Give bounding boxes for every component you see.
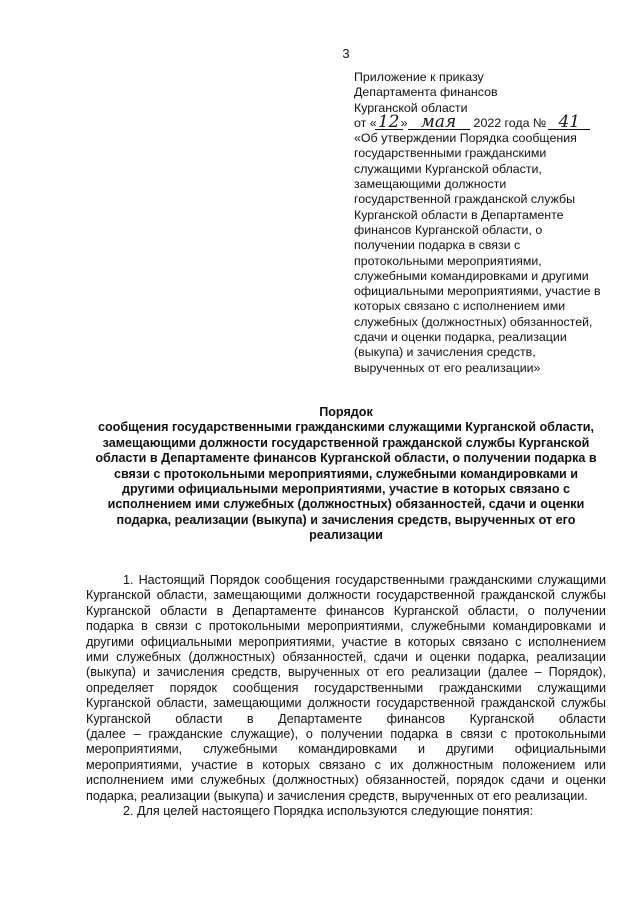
word: определяет [86,680,155,695]
decree-title-line: служебных (должностных) обязанностей, [354,314,593,329]
word: реализации [536,650,606,665]
word: получении [544,603,606,618]
decree-title-line: которых связано с исполнением ими [354,299,566,314]
word: и [418,742,426,757]
word: финансов [386,711,446,726]
paragraph-1-line [86,758,606,773]
word: Курганской [393,603,459,618]
page-number: 3 [342,46,350,61]
word: области, [156,588,208,603]
paragraph-1-line [86,727,606,742]
word: гражданскими [449,573,533,587]
word: положением [502,757,576,772]
paragraph-1-line [86,742,606,757]
paragraph-1-line: подарка, реализации (выкупа) и зачисления средств, вырученных от его реализации. [86,788,588,803]
word: Департаменте [278,711,363,726]
word: финансов [325,603,385,618]
word: сообщения [232,680,299,695]
word: области [175,711,223,726]
word: подарка [86,619,134,634]
word: Курганской [469,711,535,726]
word: оценки [429,650,471,665]
word: и [551,773,559,788]
title-line: другими официальными мероприятиями, участие в которых связано с [121,482,571,497]
title-line: замещающими должности государственной гражданской службы Курганской [102,435,590,450]
word: их [390,757,404,772]
word: Курганской [86,696,151,711]
document-title [86,405,606,544]
word: мероприятиями, [86,757,183,772]
word: государственными [335,573,445,587]
word: подарка [390,727,439,742]
word: которых [407,634,456,649]
word: связано [318,757,366,772]
appendix-line: Департамента финансов [354,85,498,100]
word: государственными [314,680,424,695]
word: ими [86,650,109,665]
word: (должностных) [272,773,359,788]
word: гражданские [148,727,223,742]
handwritten-day: 12 [377,111,400,132]
word: замещающими [213,588,302,603]
word: гражданской [480,696,556,711]
word: служебными [410,619,486,634]
word: гражданскими [438,680,522,695]
word: от [366,665,380,680]
word: исполнением [86,773,164,788]
word: его [386,665,405,680]
word: мероприятиями, [307,619,404,634]
word: вырученных [287,665,360,680]
word: области [160,603,208,618]
word: Курганской [86,588,151,603]
word: служебных [200,773,266,788]
word: и [142,665,150,680]
paragraph-1-line [86,696,606,711]
word: средств, [231,665,282,680]
word: должности [307,696,371,711]
word: с [515,634,522,649]
title-line: реализации [309,528,383,543]
word: служебных [116,650,182,665]
word: порядок [456,773,504,788]
word: Настоящий [138,573,205,587]
word: Порядок), [548,665,606,680]
word: и [598,619,606,634]
word: с [374,757,381,772]
word: замещающими [213,696,302,711]
word: в [445,727,453,742]
decree-title-line: вырученных от его реализации» [354,360,541,375]
word: официальными [140,634,232,649]
word: мероприятиями, [238,634,335,649]
body-text [86,573,606,820]
word: ими [170,773,194,788]
word: государственной [376,696,475,711]
word: участие [341,634,388,649]
word: служебными [203,742,278,757]
word: в [246,757,254,772]
word: в [141,619,148,634]
paragraph-1-line [86,604,606,619]
word: (далее [86,727,126,742]
word: области [558,711,606,726]
decree-title-line: государственными гражданскими [354,146,547,161]
decree-title-line: служащими Курганской области, [354,161,542,176]
decree-title-line: протокольными мероприятиями, [354,253,542,268]
title-line: связи с протокольными мероприятиями, служебными командировками и [113,466,579,481]
word: оценки [565,773,606,788]
appendix-line: Курганской области [354,100,468,115]
word: или [584,757,606,772]
decree-title-line: «Об утверждении Порядка сообщения [354,131,577,146]
word: связи [460,727,493,742]
paragraph-1-line [86,619,606,634]
appendix-date-line [354,111,606,132]
word: в [246,711,254,726]
date-mid: » [400,115,408,130]
decree-title-line: служебными командировками и другими [354,268,589,283]
word: связано [461,634,509,649]
word: участие [191,757,238,772]
appendix-block [354,70,606,376]
paragraph-1-line [86,573,606,588]
word: 1. [123,573,134,587]
paragraph-1-line [86,773,606,788]
word: в [216,603,224,618]
title-line: исполнением ими служебных (должностных) обязанностей, сдачи и оценки [107,497,585,512]
decree-title-line: (выкупа) и зачисления средств, [354,345,536,360]
date-prefix: от « [354,115,377,130]
paragraph-1-line [86,665,606,680]
paragraph-2: 2. Для целей настоящего Порядка используются следующие понятия: [123,804,534,819]
word: связи [155,619,188,634]
paragraph-1-line [86,588,606,603]
word: сдачи [510,773,545,788]
decree-title-line: официальными мероприятиями, участие в [354,284,601,299]
word: обязанностей, [282,650,367,665]
date-year: 2022 года № [473,115,547,130]
decree-title-line: Курганской области в Департаменте [354,207,564,222]
word: гражданской [480,588,556,603]
word: мероприятиями, [86,742,183,757]
decree-title-line: сдачи и оценки подарка, реализации [354,330,567,345]
word: Курганской [86,603,151,618]
decree-title-line: получении подарка в связи с [354,238,521,253]
word: другими [86,634,134,649]
paragraph-1-line [86,635,606,650]
word: Курганской [86,711,151,726]
word: командировками [298,742,398,757]
title-line: сообщения государственными гражданскими служащими Курганской области, [97,420,595,435]
word: другими [445,742,494,757]
word: которых [262,757,310,772]
word: официальными [514,742,606,757]
word: командировками [492,619,592,634]
word: и [415,650,423,665]
word: о [527,603,535,618]
paragraph-1-line [86,650,606,665]
word: порядок [169,680,218,695]
word: (должностных) [188,650,276,665]
word: государственной [376,588,475,603]
word: зачисления [156,665,225,680]
word: области, [467,603,519,618]
word: протокольными [514,727,606,742]
word: – [534,665,542,680]
word: (далее [487,665,528,680]
word: сдачи [373,650,408,665]
handwritten-month: мая [410,116,468,128]
word: подарка, [477,650,529,665]
decree-title-line: финансов Курганской области, о [354,222,543,237]
word: области, [156,696,208,711]
word: в [394,634,402,649]
title-line: подарка, реализации (выкупа) и зачисления средств, вырученных от его [116,512,576,527]
title-line: области в Департаменте финансов Курганской области, о получении подарка в [95,451,597,466]
word: с [195,619,202,634]
word: служащими [537,680,606,695]
word: служащие), [230,727,299,742]
word: реализации [411,665,481,680]
word: исполнением [528,634,606,649]
word: о [305,727,313,742]
word: служащими [537,573,606,587]
word: Департаменте [232,603,317,618]
appendix-line: Приложение к приказу [354,70,484,84]
word: обязанностей, [365,773,450,788]
paragraph-1-line [86,712,606,727]
decree-title-line: государственной гражданской службы [354,192,576,207]
word: протокольными [208,619,300,634]
word: (выкупа) [86,665,136,680]
word: – [133,727,141,742]
word: получении [320,727,383,742]
paragraph-1-line [86,681,606,696]
title-heading: Порядок [319,405,373,419]
word: с [500,727,507,742]
word: службы [561,696,606,711]
word: должностным [412,757,494,772]
word: Порядок [209,573,260,587]
decree-title-line: замещающими должности [354,177,507,192]
word: сообщения [264,573,331,587]
handwritten-decree-number: 41 [550,116,588,128]
word: службы [561,588,606,603]
word: должности [307,588,371,603]
